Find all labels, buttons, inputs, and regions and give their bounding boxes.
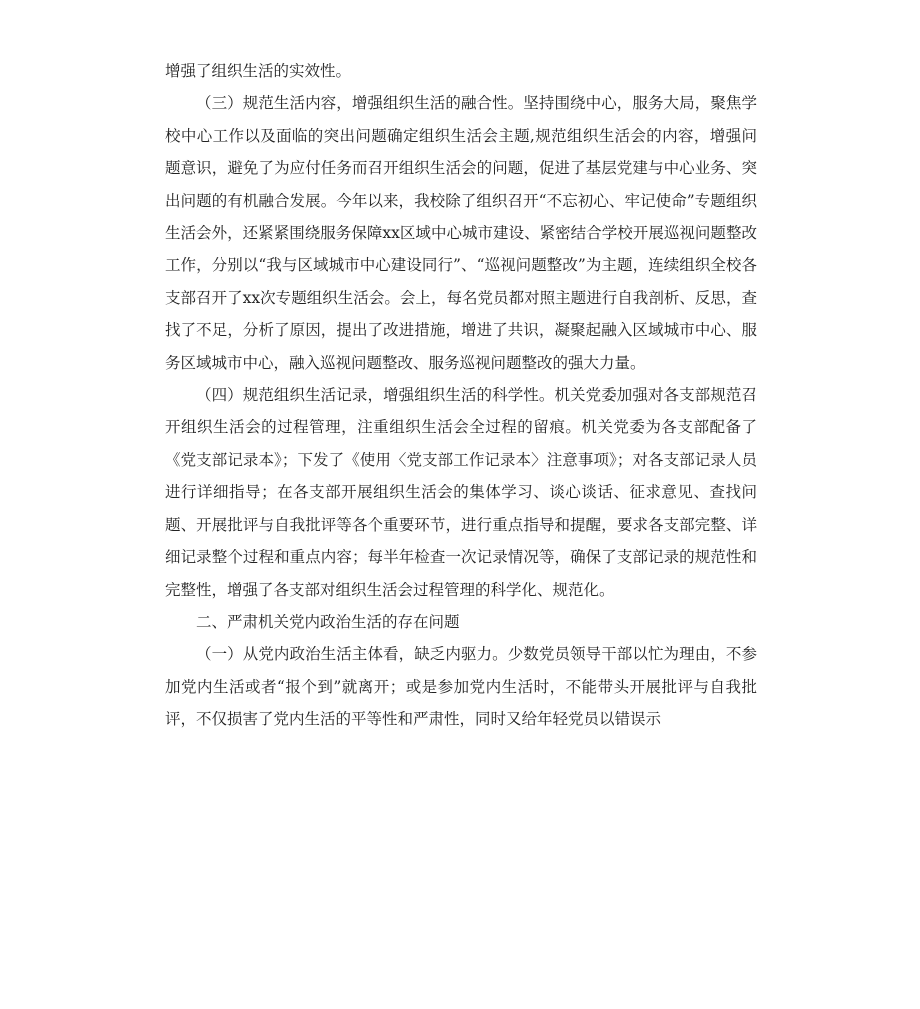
paragraph-section-4-records: （四）规范组织生活记录，增强组织生活的科学性。机关党委加强对各支部规范召开组织生活会的过程管理，注重组织生活会全过程的留痕。机关党委为各支部配备了《党支部记录本》；下发了《使用〈党支部工作记录本〉注意事项》；对各支部记录人员进行详细指导；在各支部开展组织生活会的集体学习、谈心谈话、征求意见、查找问题、开展批评与自我批评等各个重要环节，进行重点指导和提醒，要求各支部完整、详细记录整个过程和重点内容；每半年检查一次记录情况等，确保了支部记录的规范性和完整性，增强了各支部对组织生活会过程管理的科学化、规范化。 <box>165 386 757 599</box>
section-heading-problems: 二、严肃机关党内政治生活的存在问题 <box>196 612 460 631</box>
paragraph-continuation: 增强了组织生活的实效性。 <box>165 62 352 80</box>
document-body <box>165 55 757 736</box>
paragraph-section-3-content: （三）规范生活内容，增强组织生活的融合性。坚持围绕中心，服务大局，聚焦学校中心工作以及面临的突出问题确定组织生活会主题,规范组织生活会的内容，增强问题意识，避免了为应付任务而召开组织生活会的问题，促进了基层党建与中心业务、突出问题的有机融合发展。今年以来，我校除了组织召开“不忘初心、牢记使命”专题组织生活会外，还紧紧围绕服务保障xx区域中心城市建设、紧密结合学校开展巡视问题整改工作，分别以“我与区域城市中心建设同行”、“巡视问题整改”为主题，连续组织全校各支部召开了xx次专题组织生活会。会上，每名党员都对照主题进行自我剖析、反思，查找了不足，分析了原因，提出了改进措施，增进了共识，凝聚起融入区域城市中心、服务区域城市中心，融入巡视问题整改、服务巡视问题整改的强大力量。 <box>165 94 757 372</box>
paragraph-problem-1: （一）从党内政治生活主体看，缺乏内驱力。少数党员领导干部以忙为理由，不参加党内生活或者“报个到”就离开；或是参加党内生活时，不能带头开展批评与自我批评，不仅损害了党内生活的平等性和严肃性，同时又给年轻党员以错误示 <box>165 645 757 729</box>
